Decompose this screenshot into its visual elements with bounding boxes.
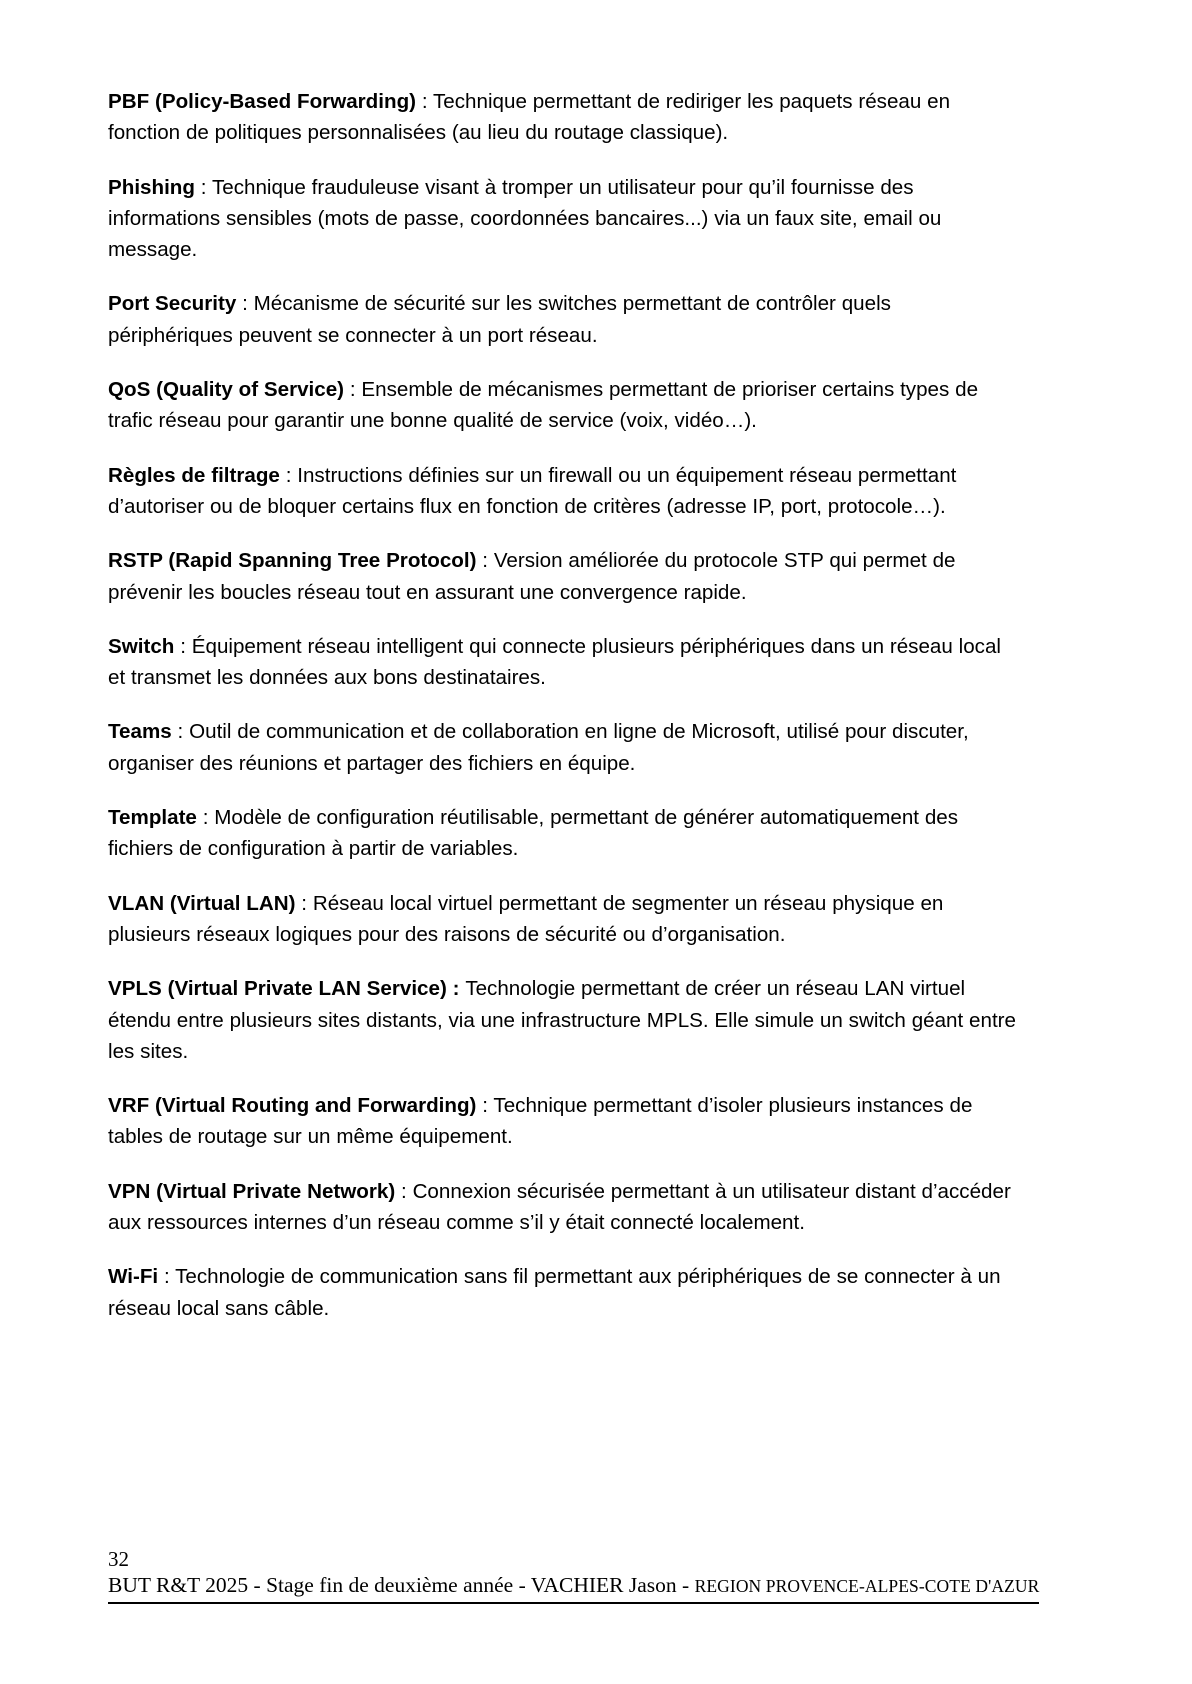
glossary-separator: :: [395, 1179, 413, 1203]
glossary-separator: :: [295, 891, 313, 915]
glossary-separator: :: [476, 1094, 494, 1118]
glossary-definition: Ensemble de mécanismes permettant de prioriser certains types de trafic réseau pour garantir une bonne qualité de service (voix, vidéo…).: [108, 378, 979, 433]
glossary-entry: [108, 973, 1020, 1067]
glossary-definition: Connexion sécurisée permettant à un utilisateur distant d’accéder aux ressources internes d’un réseau comme s’il y était connecté localement.: [108, 1179, 1011, 1235]
glossary-definition: Version améliorée du protocole STP qui permet de prévenir les boucles réseau tout en assurant une convergence rapide.: [108, 549, 956, 604]
glossary-definition: Technique permettant d’isoler plusieurs instances de tables de routage sur un même équipement.: [108, 1094, 973, 1149]
glossary-content: [108, 86, 1020, 1347]
glossary-separator: :: [196, 806, 215, 830]
footer-organization: REGION PROVENCE-ALPES-COTE D'AZUR: [694, 1576, 1040, 1597]
glossary-term: RSTP (Rapid Spanning Tree Protocol): [108, 549, 477, 573]
glossary-term: Règles de filtrage: [108, 463, 280, 487]
glossary-separator: :: [236, 292, 254, 316]
glossary-entry: [108, 172, 1020, 266]
glossary-entry: [108, 802, 1020, 865]
glossary-definition: Instructions définies sur un firewall ou un équipement réseau permettant d’autoriser ou de bloquer certains flux en fonction de critères (adresse IP, port, protocole…).: [108, 463, 957, 518]
glossary-entry: [108, 1261, 1020, 1324]
glossary-entry: [108, 86, 1020, 149]
glossary-entry: [108, 460, 1020, 523]
glossary-definition: Technique frauduleuse visant à tromper un utilisateur pour qu’il fournisse des informations sensibles (mots de passe, coordonnées bancaires...) via un faux site, email ou message.: [108, 175, 942, 262]
glossary-term: VPN (Virtual Private Network): [108, 1179, 396, 1203]
glossary-definition: Mécanisme de sécurité sur les switches permettant de contrôler quels périphériques peuvent se connecter à un port réseau.: [108, 292, 891, 347]
page-footer: [108, 1547, 1108, 1604]
glossary-term: PBF (Policy-Based Forwarding): [108, 90, 417, 113]
glossary-entry: [108, 631, 1020, 694]
glossary-entry: [108, 1176, 1020, 1239]
glossary-separator: :: [194, 175, 212, 199]
glossary-entry: [108, 716, 1020, 779]
glossary-term: QoS (Quality of Service): [108, 378, 345, 402]
glossary-term: Template: [108, 806, 197, 830]
glossary-term: VPLS (Virtual Private LAN Service) :: [108, 977, 460, 1001]
glossary-separator: :: [171, 720, 190, 744]
glossary-entry: [108, 888, 1020, 951]
glossary-term: Switch: [108, 634, 175, 658]
glossary-definition: Outil de communication et de collaboration en ligne de Microsoft, utilisé pour discuter, organiser des réunions et partager des fichiers en équipe.: [108, 720, 969, 775]
footer-main-text: BUT R&T 2025 - Stage fin de deuxième année - VACHIER Jason -: [108, 1573, 695, 1598]
glossary-term: VLAN (Virtual LAN): [108, 891, 296, 915]
footer-citation: [108, 1572, 1039, 1604]
glossary-separator: :: [476, 549, 494, 573]
glossary-entry: [108, 374, 1020, 437]
glossary-definition: Technologie de communication sans fil permettant aux périphériques de se connecter à un réseau local sans câble.: [108, 1265, 1001, 1320]
glossary-definition: Équipement réseau intelligent qui connecte plusieurs périphériques dans un réseau local et transmet les données aux bons destinataires.: [108, 634, 1002, 690]
glossary-separator: :: [158, 1265, 176, 1289]
glossary-term: VRF (Virtual Routing and Forwarding): [108, 1094, 477, 1118]
glossary-term: Phishing: [108, 175, 195, 199]
glossary-entry: [108, 545, 1020, 608]
glossary-definition: Technique permettant de rediriger les paquets réseau en fonction de politiques personnalisées (au lieu du routage classique).: [108, 90, 951, 145]
glossary-definition: Réseau local virtuel permettant de segmenter un réseau physique en plusieurs réseaux logiques pour des raisons de sécurité ou d’organisation.: [108, 891, 944, 946]
glossary-term: Teams: [108, 720, 172, 744]
glossary-term: Port Security: [108, 292, 237, 316]
page-number: 32: [108, 1547, 129, 1572]
glossary-separator: :: [344, 378, 362, 402]
glossary-definition: Modèle de configuration réutilisable, permettant de générer automatiquement des fichiers de configuration à partir de variables.: [108, 806, 959, 861]
glossary-separator: :: [279, 463, 298, 487]
glossary-definition: Technologie permettant de créer un réseau LAN virtuel étendu entre plusieurs sites distants, via une infrastructure MPLS. Elle simule un switch géant entre les sites.: [108, 977, 1016, 1063]
glossary-entry: [108, 1090, 1020, 1153]
glossary-separator: :: [416, 90, 434, 113]
glossary-separator: :: [174, 634, 192, 658]
glossary-term: Wi-Fi: [108, 1265, 159, 1289]
glossary-entry: [108, 288, 1020, 351]
